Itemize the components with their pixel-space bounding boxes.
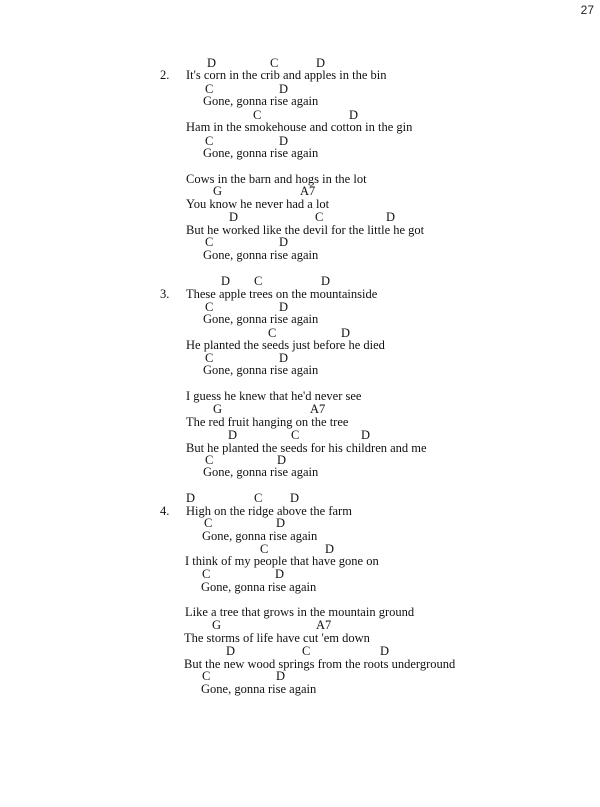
chord: D <box>279 300 289 314</box>
lyric-line: Gone, gonna rise again <box>201 682 317 696</box>
lyric-line: But he planted the seeds for his children and me <box>186 441 427 455</box>
chord: D <box>229 210 239 224</box>
chord: D <box>341 326 351 340</box>
chord: C <box>254 491 263 505</box>
chord: C <box>268 326 277 340</box>
verse-number: 4. <box>160 504 170 518</box>
chord: C <box>202 567 211 581</box>
chord: C <box>315 210 324 224</box>
page-number: 27 <box>580 3 594 17</box>
chord: C <box>205 82 214 96</box>
chord: D <box>290 491 300 505</box>
chord: D <box>226 644 236 658</box>
chord: D <box>279 351 289 365</box>
lyric-line: I guess he knew that he'd never see <box>186 389 362 403</box>
verse-number: 3. <box>160 287 170 301</box>
chord: C <box>253 108 262 122</box>
chord: C <box>254 274 263 288</box>
chord: D <box>325 542 335 556</box>
chord: D <box>275 567 285 581</box>
lyric-line: Ham in the smokehouse and cotton in the gin <box>186 120 413 134</box>
lyric-line: Gone, gonna rise again <box>203 312 319 326</box>
lyric-line: Cows in the barn and hogs in the lot <box>186 172 367 186</box>
chord: G <box>213 402 223 416</box>
chord: G <box>213 184 223 198</box>
chord: C <box>291 428 300 442</box>
lyric-line: But the new wood springs from the roots underground <box>184 657 456 671</box>
chord: A7 <box>300 184 316 198</box>
lyric-line: These apple trees on the mountainside <box>186 287 378 301</box>
chord: D <box>321 274 331 288</box>
chord: C <box>205 300 214 314</box>
chord: C <box>205 351 214 365</box>
chord: D <box>361 428 371 442</box>
chord: A7 <box>316 618 332 632</box>
lyric-line: He planted the seeds just before he died <box>186 338 385 352</box>
lyric-line: Gone, gonna rise again <box>203 146 319 160</box>
chord: G <box>212 618 222 632</box>
lyric-line: Gone, gonna rise again <box>203 248 319 262</box>
chord: C <box>204 516 213 530</box>
chord: D <box>279 235 289 249</box>
chord: D <box>316 56 326 70</box>
chord: D <box>279 134 289 148</box>
chord: C <box>302 644 311 658</box>
chord: D <box>186 491 196 505</box>
chord: D <box>277 453 287 467</box>
lyric-line: The storms of life have cut 'em down <box>184 631 370 645</box>
chord: C <box>202 669 211 683</box>
lyric-line: Gone, gonna rise again <box>203 363 319 377</box>
chord: D <box>221 274 231 288</box>
lyric-line: You know he never had a lot <box>186 197 330 211</box>
lyric-line: Gone, gonna rise again <box>201 580 317 594</box>
chord: D <box>380 644 390 658</box>
chord: C <box>260 542 269 556</box>
chord: D <box>349 108 359 122</box>
chord: C <box>205 235 214 249</box>
chord: C <box>270 56 279 70</box>
chord: D <box>276 516 286 530</box>
chord: D <box>228 428 238 442</box>
lyric-line: Gone, gonna rise again <box>203 465 319 479</box>
lyric-line: High on the ridge above the farm <box>186 504 352 518</box>
verse-number: 2. <box>160 68 170 82</box>
lyric-line: Gone, gonna rise again <box>202 529 318 543</box>
chord: D <box>386 210 396 224</box>
chord: D <box>207 56 217 70</box>
lyric-line: Gone, gonna rise again <box>203 94 319 108</box>
lyric-line: Like a tree that grows in the mountain ground <box>185 605 415 619</box>
chord: A7 <box>310 402 326 416</box>
lyric-line: But he worked like the devil for the little he got <box>186 223 425 237</box>
chord: C <box>205 453 214 467</box>
lyric-line: I think of my people that have gone on <box>185 554 379 568</box>
lyric-line: The red fruit hanging on the tree <box>186 415 349 429</box>
lyric-line: It's corn in the crib and apples in the bin <box>186 68 387 82</box>
chord: C <box>205 134 214 148</box>
chord: D <box>279 82 289 96</box>
chord: D <box>276 669 286 683</box>
